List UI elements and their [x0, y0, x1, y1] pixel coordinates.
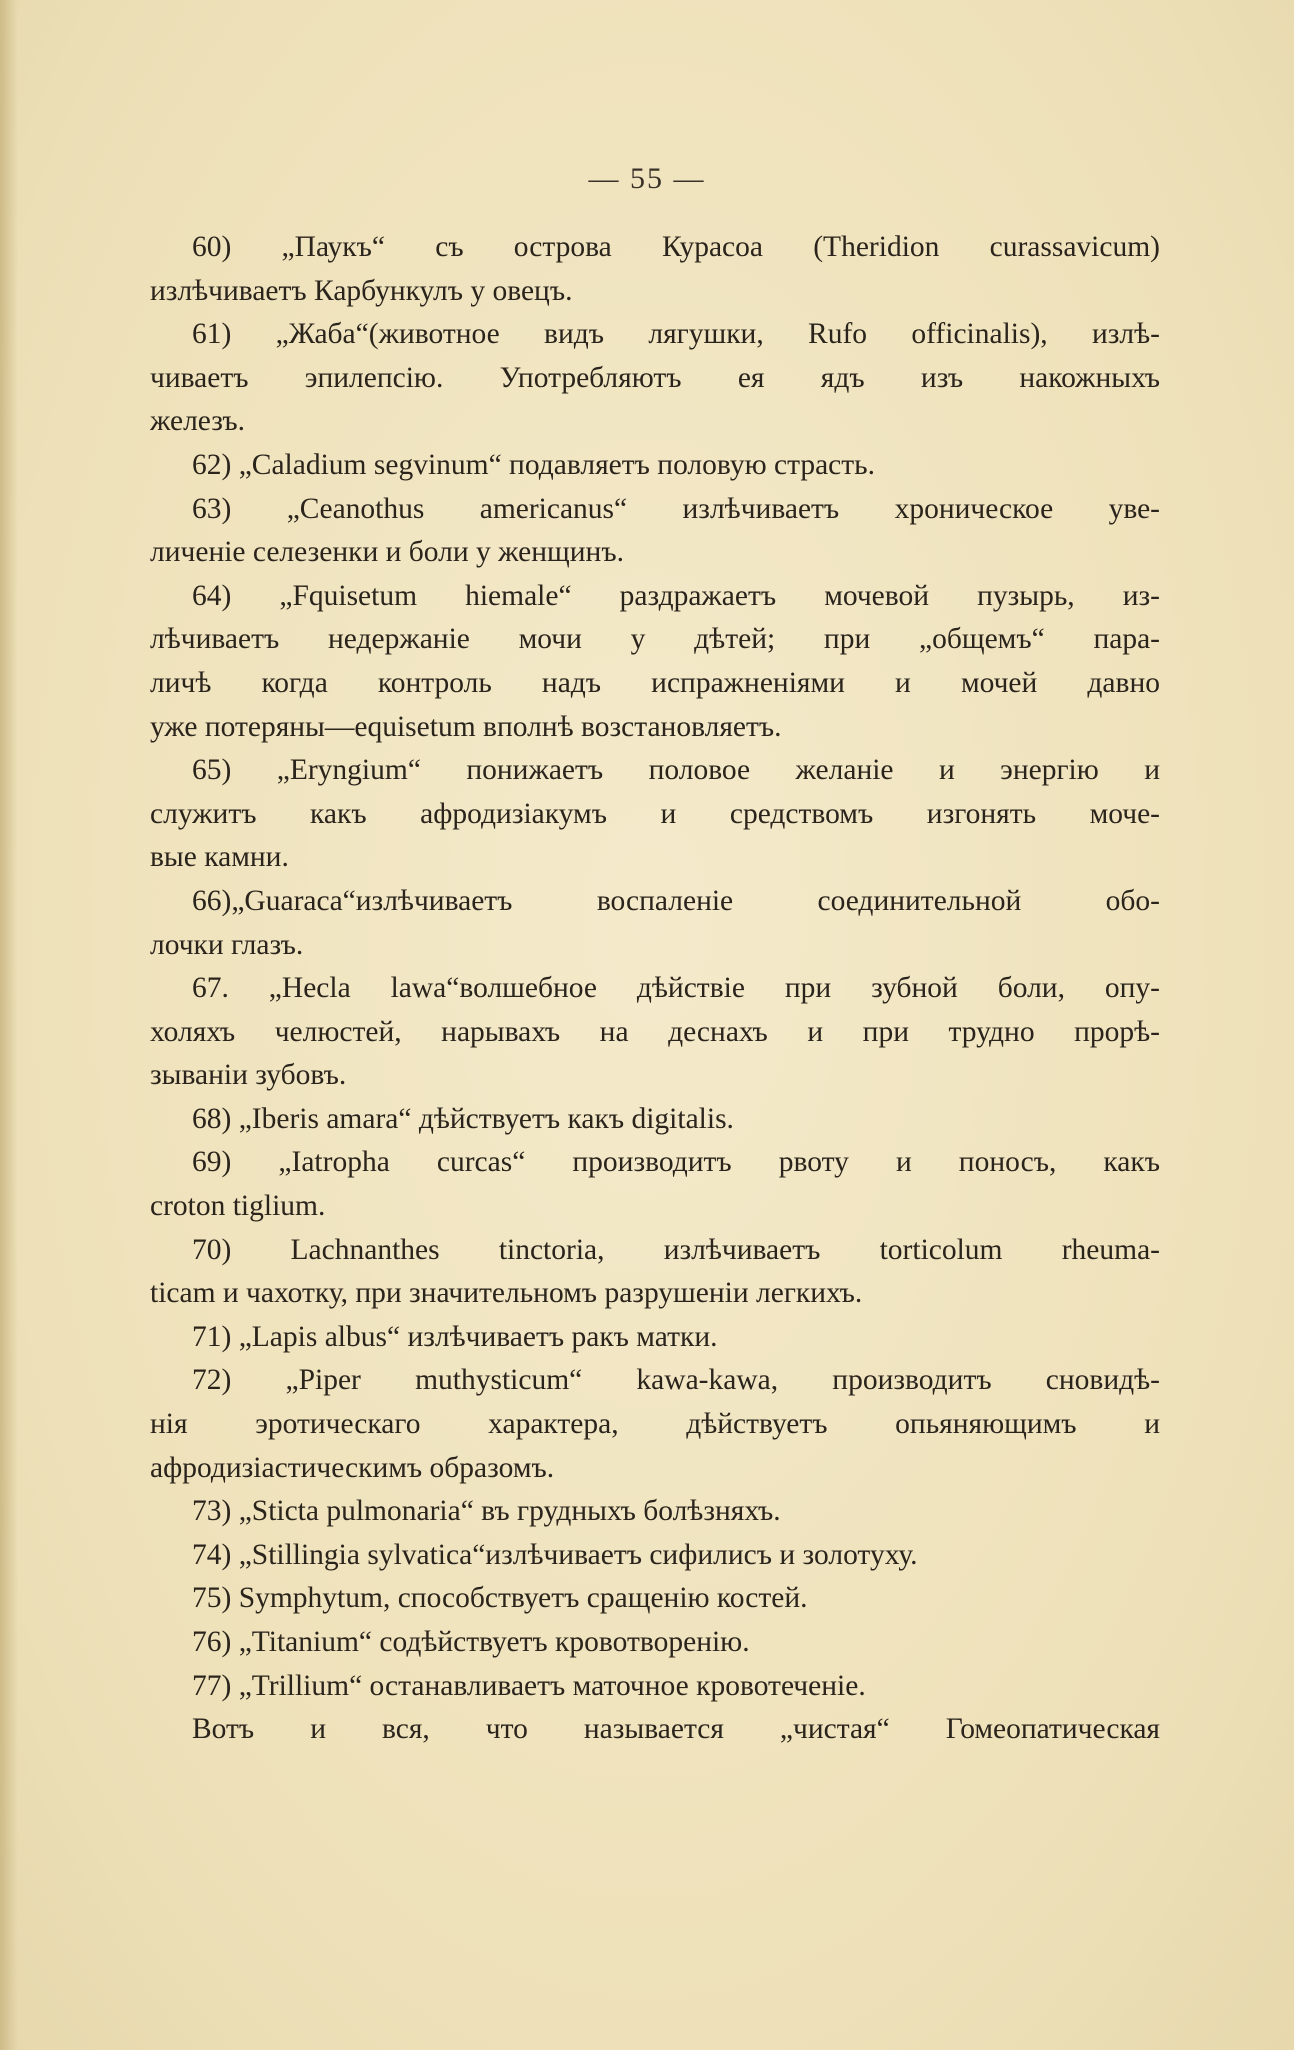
page-edge-shadow [0, 0, 18, 2050]
text-line: 67. „Hecla lawa“волшебное дѣйствіе при зубной боли, опу- [192, 972, 1160, 1005]
text-line: зываніи зубовъ. [150, 1059, 347, 1092]
text-line: уже потеряны—equisetum вполнѣ возстановляетъ. [150, 710, 782, 743]
text-line: 69) „Iatropha curcas“ производитъ рвоту и поносъ, какъ [192, 1146, 1160, 1179]
text-line: 74) „Stillingia sylvatica“излѣчиваетъ сифилисъ и золотуху. [192, 1538, 918, 1571]
body-text [150, 226, 1160, 1752]
text-line: 66)„Guaraca“излѣчиваетъ воспаленіе соединительной обо- [192, 884, 1160, 917]
text-line: 75) Symphytum, способствуетъ сращенію костей. [192, 1582, 808, 1615]
text-line: 72) „Piper muthysticum“ kawa-kawa, производитъ сновидѣ- [192, 1364, 1160, 1397]
text-line: личѣ когда контроль надъ испражненіями и мочей давно [150, 666, 1160, 699]
text-line: Вотъ и вся, что называется „чистая“ Гомеопатическая [192, 1713, 1160, 1746]
text-line: 63) „Ceanothus americanus“ излѣчиваетъ хроническое уве- [192, 492, 1160, 525]
text-line: служитъ какъ афродизіакумъ и средствомъ изгонять моче- [150, 797, 1160, 830]
text-line: лочки глазъ. [150, 928, 304, 961]
text-line: 60) „Паукъ“ съ острова Курасоа (Theridion curassavicum) [192, 231, 1160, 263]
text-line: 64) „Fquisetum hiemale“ раздражаетъ мочевой пузырь, из- [192, 579, 1160, 612]
page-number: — 55 — [588, 162, 706, 195]
text-line: афродизіастическимъ образомъ. [150, 1451, 555, 1484]
text-line: вые камни. [150, 841, 289, 874]
text-line: лѣчиваетъ недержаніе мочи у дѣтей; при „общемъ“ пара- [150, 623, 1160, 656]
text-line: croton tiglium. [150, 1190, 326, 1223]
text-line: личеніе селезенки и боли у женщинъ. [150, 536, 624, 569]
text-line: 61) „Жаба“(животное видъ лягушки, Rufo officinalis), излѣ- [192, 318, 1160, 351]
text-line: излѣчиваетъ Карбункулъ у овецъ. [150, 274, 573, 307]
text-line: 65) „Eryngium“ понижаетъ половое желаніе и энергію и [192, 754, 1160, 787]
text-line: 76) „Titanium“ содѣйствуетъ кровотворенію. [192, 1626, 750, 1658]
text-line: нія эротическаго характера, дѣйствуетъ опьяняющимъ и [150, 1408, 1160, 1441]
text-line: холяхъ челюстей, нарывахъ на деснахъ и при трудно прорѣ- [150, 1015, 1160, 1048]
text-line: чиваетъ эпилепсію. Употребляютъ ея ядъ изъ накожныхъ [150, 361, 1160, 394]
text-line: 73) „Sticta pulmonaria“ въ грудныхъ болѣзняхъ. [192, 1495, 781, 1528]
text-line: 68) „Iberis amara“ дѣйствуетъ какъ digitalis. [192, 1102, 734, 1135]
text-line: ticam и чахотку, при значительномъ разрушеніи легкихъ. [150, 1277, 863, 1310]
text-line: 77) „Trillium“ останавливаетъ маточное кровотеченіе. [192, 1669, 866, 1702]
text-line: 71) „Lapis albus“ излѣчиваетъ ракъ матки. [192, 1320, 718, 1353]
text-line: 62) „Caladium segvinum“ подавляетъ половую страсть. [192, 448, 875, 481]
text-line: железъ. [150, 405, 246, 438]
text-line: 70) Lachnanthes tinctoria, излѣчиваетъ torticolum rheuma- [192, 1233, 1160, 1266]
